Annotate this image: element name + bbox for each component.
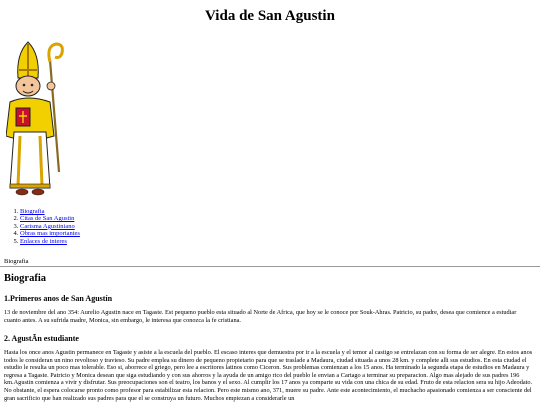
toc-item-citas (20, 215, 80, 222)
paragraph-primeros-anos: 13 de noviembre del ano 354: Aurelio Agustin nace en Tagaste. Est pequeno pueblo esta situado al Norte de Africa, que hoy se le conoce por Souk-Ahras. Patricio, su padre, desea que comience a estudiar cuanto antes. A su sufrida madre, Monica, sin embargo, le interesa que conozca la fe cristiana. (4, 309, 517, 324)
toc-link-biografia[interactable]: Biografia (20, 208, 45, 215)
toc-item-biografia (20, 208, 80, 215)
table-of-contents (0, 208, 80, 245)
subsection-heading-primeros-anos: 1.Primeros anos de San Agustín (4, 294, 113, 303)
toc-item-carisma (20, 223, 80, 230)
subsection-heading-estudiante: 2. AgustÃn estudiante (4, 334, 79, 343)
section-heading: Biografia (4, 273, 46, 284)
toc-link-carisma[interactable]: Carisma Agustiniano (20, 222, 75, 230)
toc-item-obras (20, 230, 80, 237)
breadcrumb: Biografia (4, 258, 29, 265)
toc-item-enlaces (20, 238, 80, 245)
paragraph-estudiante: Hasta los once anos Agustin permanece en Tagaste y asiste a la escuela del pueblo. El escaso interes que demuestra por ir a la escuela y el temor al castigo se entrelazan con su forma de ser alegre. En estos anos todos le consideran un nino revoltoso y travieso. Su padre emplea su dinero de pequeno propietario para que se traslade a Madaura, ciudad situada a unos 28 km. y complete alli sus estudios. En esta ciudad el estudio le resulta un poco mas tolerable. Eso si, aborrece el griego, pero lee a escritores latinos como Ciceron. Sus problemas comienzan a los 15 anos. Ha terminado la segunda etapa de estudios en Madaura y regresa a Tagaste. Patricio y Monica desean que siga estudiando y con sus ahorros y la ayuda de un amigo rico del pueblo le envian a Cartago a terminar su preparacion. Algo mas alejado de sus padres 196 km.Agustin comienza a vivir y disfrutar. Sus preocupaciones son el teatro, los banos y el sexo. Al cumplir los 17 anos ya comparte su vida con una chica de su edad. Fruto de esta relacion sera su hijo Adeodato. No obstante, el espera colocarse pronto como profesor para estabilizar esta relacion. Pero este mismo ano, 371, muere su padre. Ante este acontecimiento, el muchacho apasionado comienza a ser consciente del gran sacrificio que han realizado sus padres para que el se construya un futuro. Muchos empiezan a considerarle un (4, 349, 533, 402)
page-title: Vida de San Agustin (205, 8, 335, 24)
toc-link-obras[interactable]: Obras mas importantes (20, 230, 80, 238)
toc-link-citas[interactable]: Citas de San Agustin (20, 215, 75, 223)
saint-bishop-illustration (6, 40, 68, 200)
divider (0, 266, 540, 267)
toc-link-enlaces[interactable]: Enlaces de interes (20, 237, 67, 245)
